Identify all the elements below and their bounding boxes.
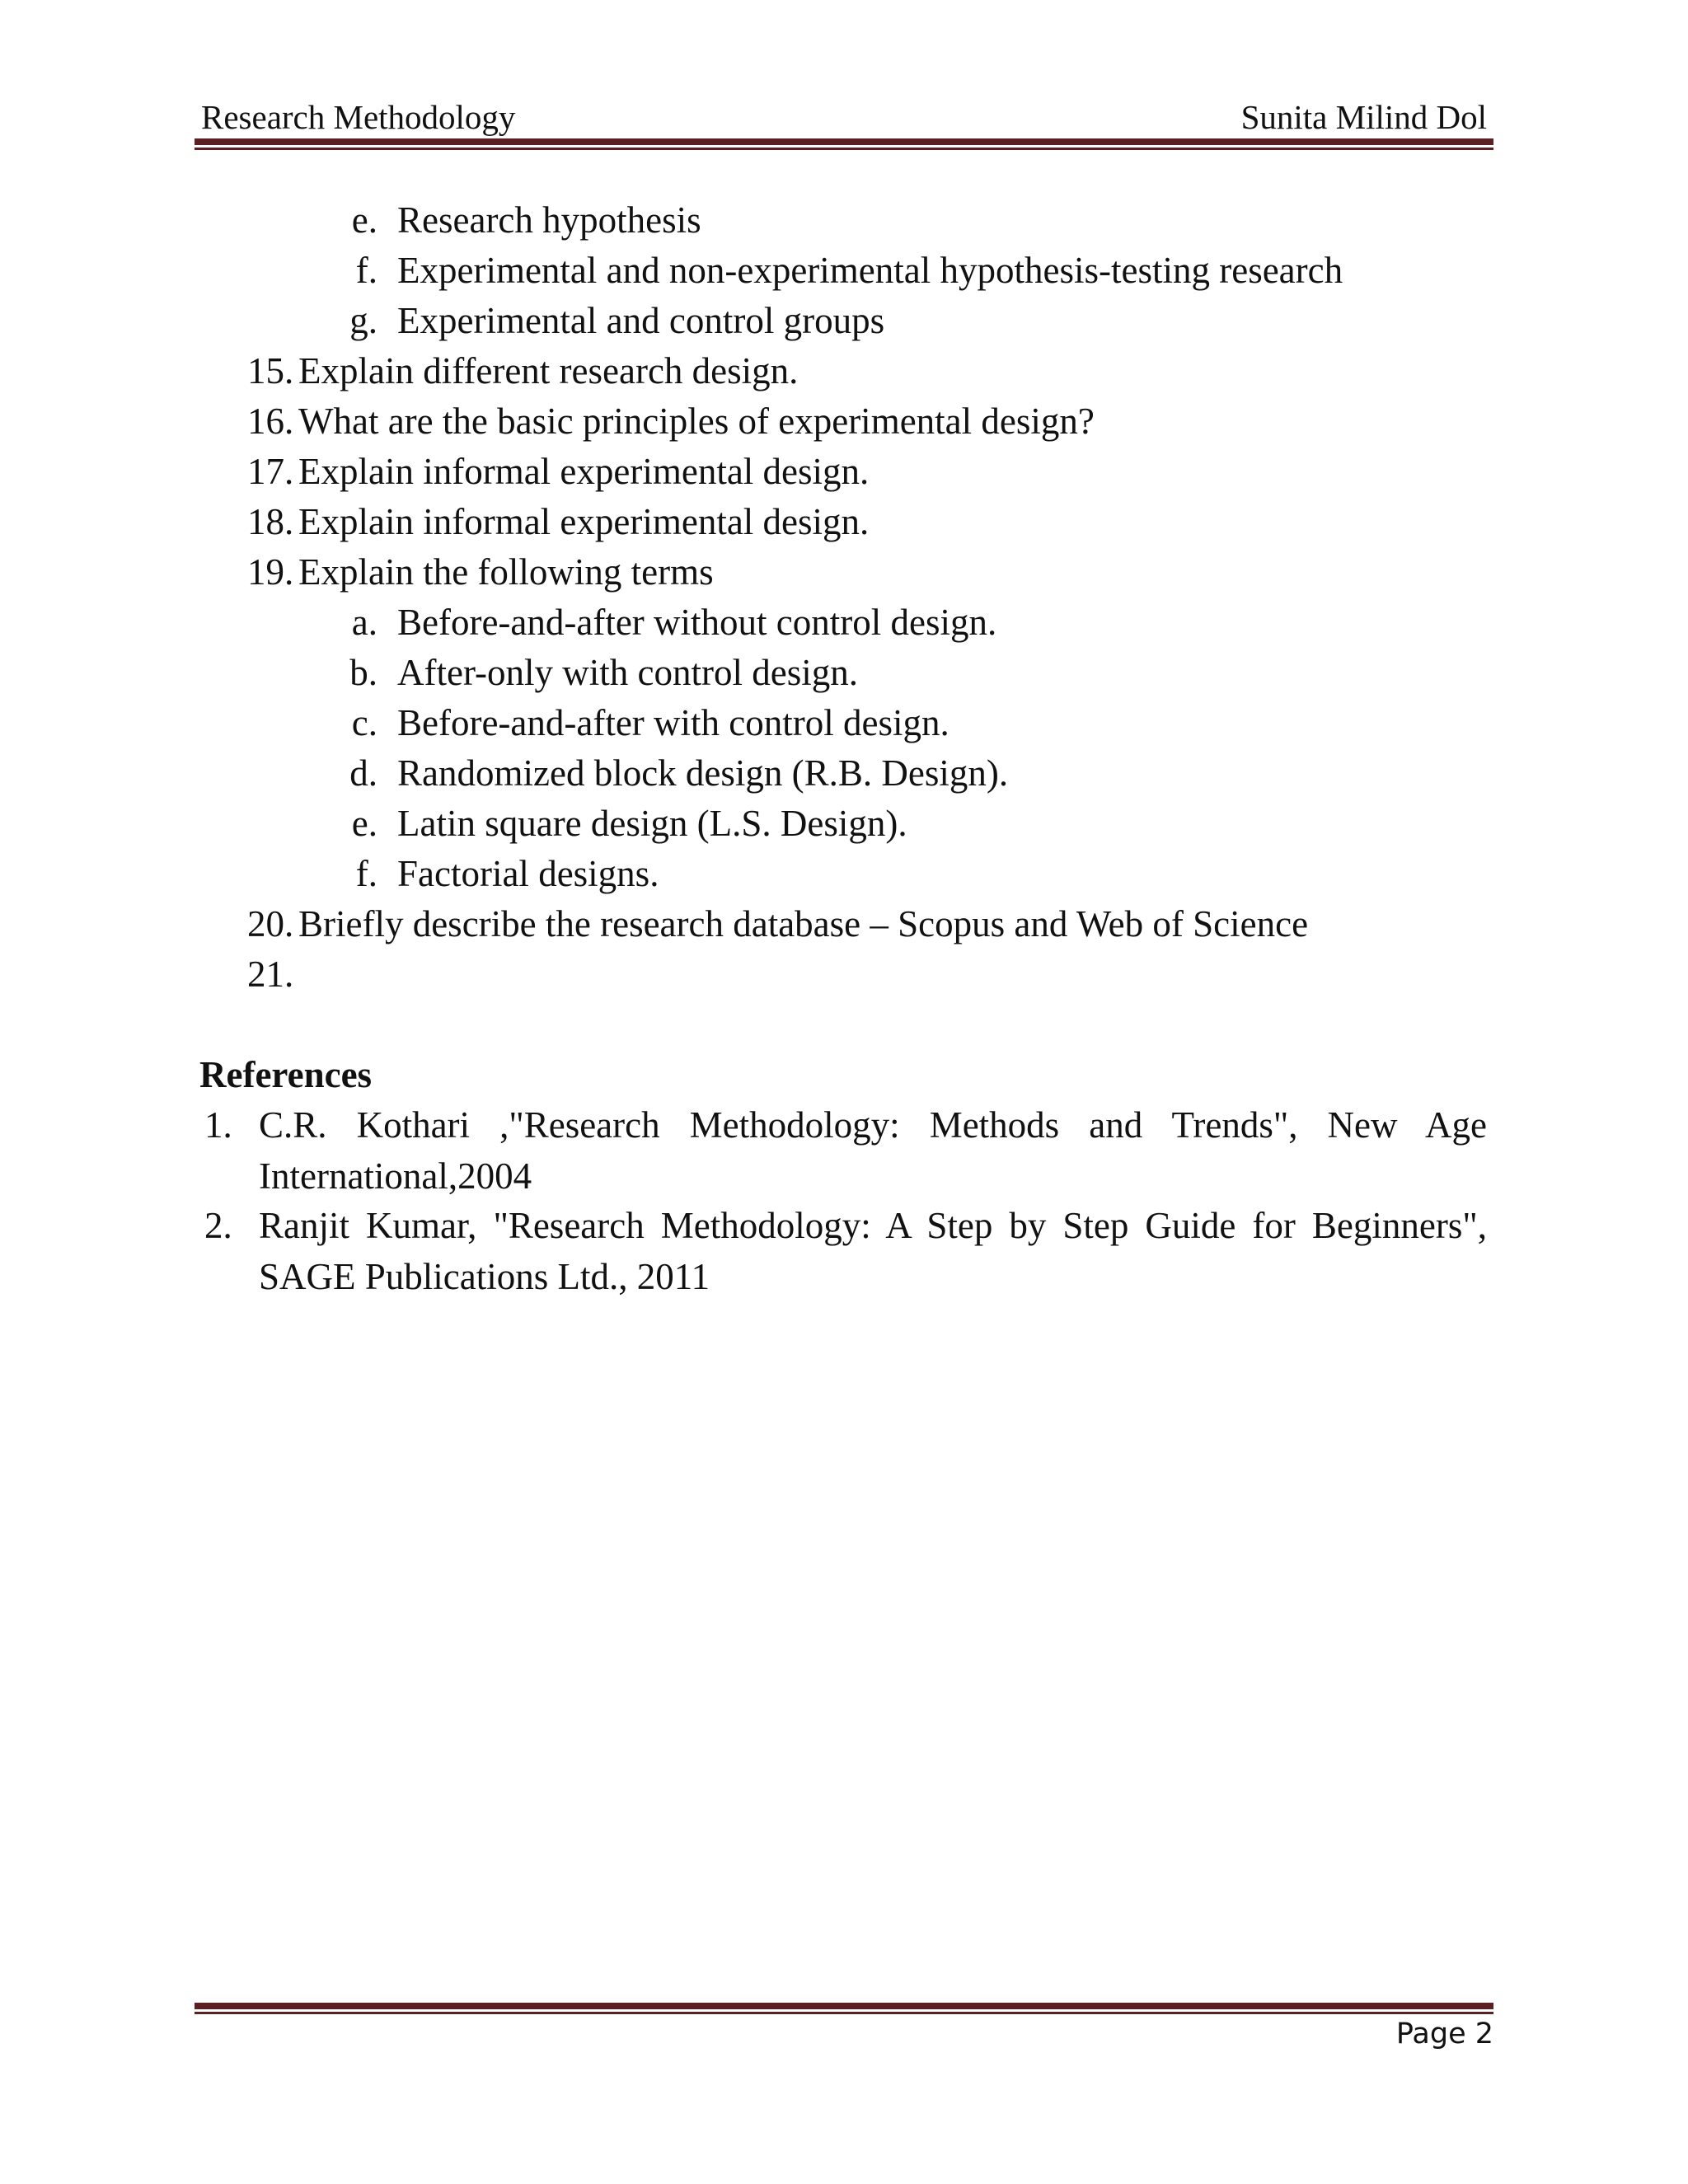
question-number: 17.: [247, 451, 294, 492]
header-rule: [195, 138, 1493, 150]
reference-text: [259, 1099, 1487, 1202]
question-text: Explain informal experimental design.: [298, 501, 870, 542]
question-text: Explain different research design.: [298, 350, 799, 391]
list-marker: a.: [351, 602, 377, 643]
list-marker: f.: [355, 250, 377, 291]
list-marker: d.: [349, 752, 377, 794]
reference-line: Ranjit Kumar, "Research Methodology: A Step by Step Guide for Beginners",: [259, 1205, 1487, 1246]
reference-line: SAGE Publications Ltd., 2011: [259, 1256, 710, 1297]
list-marker: e.: [351, 199, 377, 241]
page-header: [195, 92, 1493, 142]
list-item-text: Latin square design (L.S. Design).: [397, 803, 907, 844]
list-item-text: Factorial designs.: [397, 853, 659, 894]
footer-rule: [195, 2003, 1493, 2014]
question-text: Explain the following terms: [298, 551, 714, 593]
question-number: 19.: [247, 551, 294, 593]
question-number: 20.: [247, 903, 294, 944]
list-item-text: Before-and-after without control design.: [397, 602, 997, 643]
header-title: Research Methodology: [201, 98, 516, 136]
page-number: Page 2: [1395, 2018, 1493, 2050]
list-item-text: Research hypothesis: [397, 199, 701, 241]
list-marker: e.: [351, 803, 377, 844]
reference-line: C.R. Kothari ,"Research Methodology: Methods and Trends", New Age: [259, 1104, 1487, 1146]
list-item-text: After-only with control design.: [397, 652, 858, 693]
question-number: 15.: [247, 350, 294, 391]
references-heading: References: [199, 1054, 373, 1095]
list-marker: c.: [351, 702, 377, 743]
header-author: Sunita Milind Dol: [1240, 98, 1487, 136]
question-number: 21.: [247, 954, 294, 995]
list-marker: g.: [349, 300, 377, 341]
list-item-text: Experimental and control groups: [397, 300, 885, 341]
reference-number: 1.: [204, 1104, 232, 1146]
question-number: 16.: [247, 401, 294, 442]
list-marker: b.: [349, 652, 377, 693]
question-text: What are the basic principles of experimental design?: [298, 401, 1095, 442]
reference-number: 2.: [204, 1205, 232, 1246]
question-text: Briefly describe the research database – Scopus and Web of Science: [298, 903, 1309, 944]
list-item-text: Before-and-after with control design.: [397, 702, 950, 743]
list-item-text: Experimental and non-experimental hypothesis-testing research: [397, 250, 1343, 291]
reference-item: [204, 1099, 1493, 1202]
list-item-text: Randomized block design (R.B. Design).: [397, 752, 1009, 794]
reference-item: [204, 1200, 1493, 1302]
list-marker: f.: [355, 853, 377, 894]
reference-line: International,2004: [259, 1155, 532, 1197]
question-number: 18.: [247, 501, 294, 542]
reference-text: [259, 1200, 1487, 1302]
question-text: Explain informal experimental design.: [298, 451, 870, 492]
